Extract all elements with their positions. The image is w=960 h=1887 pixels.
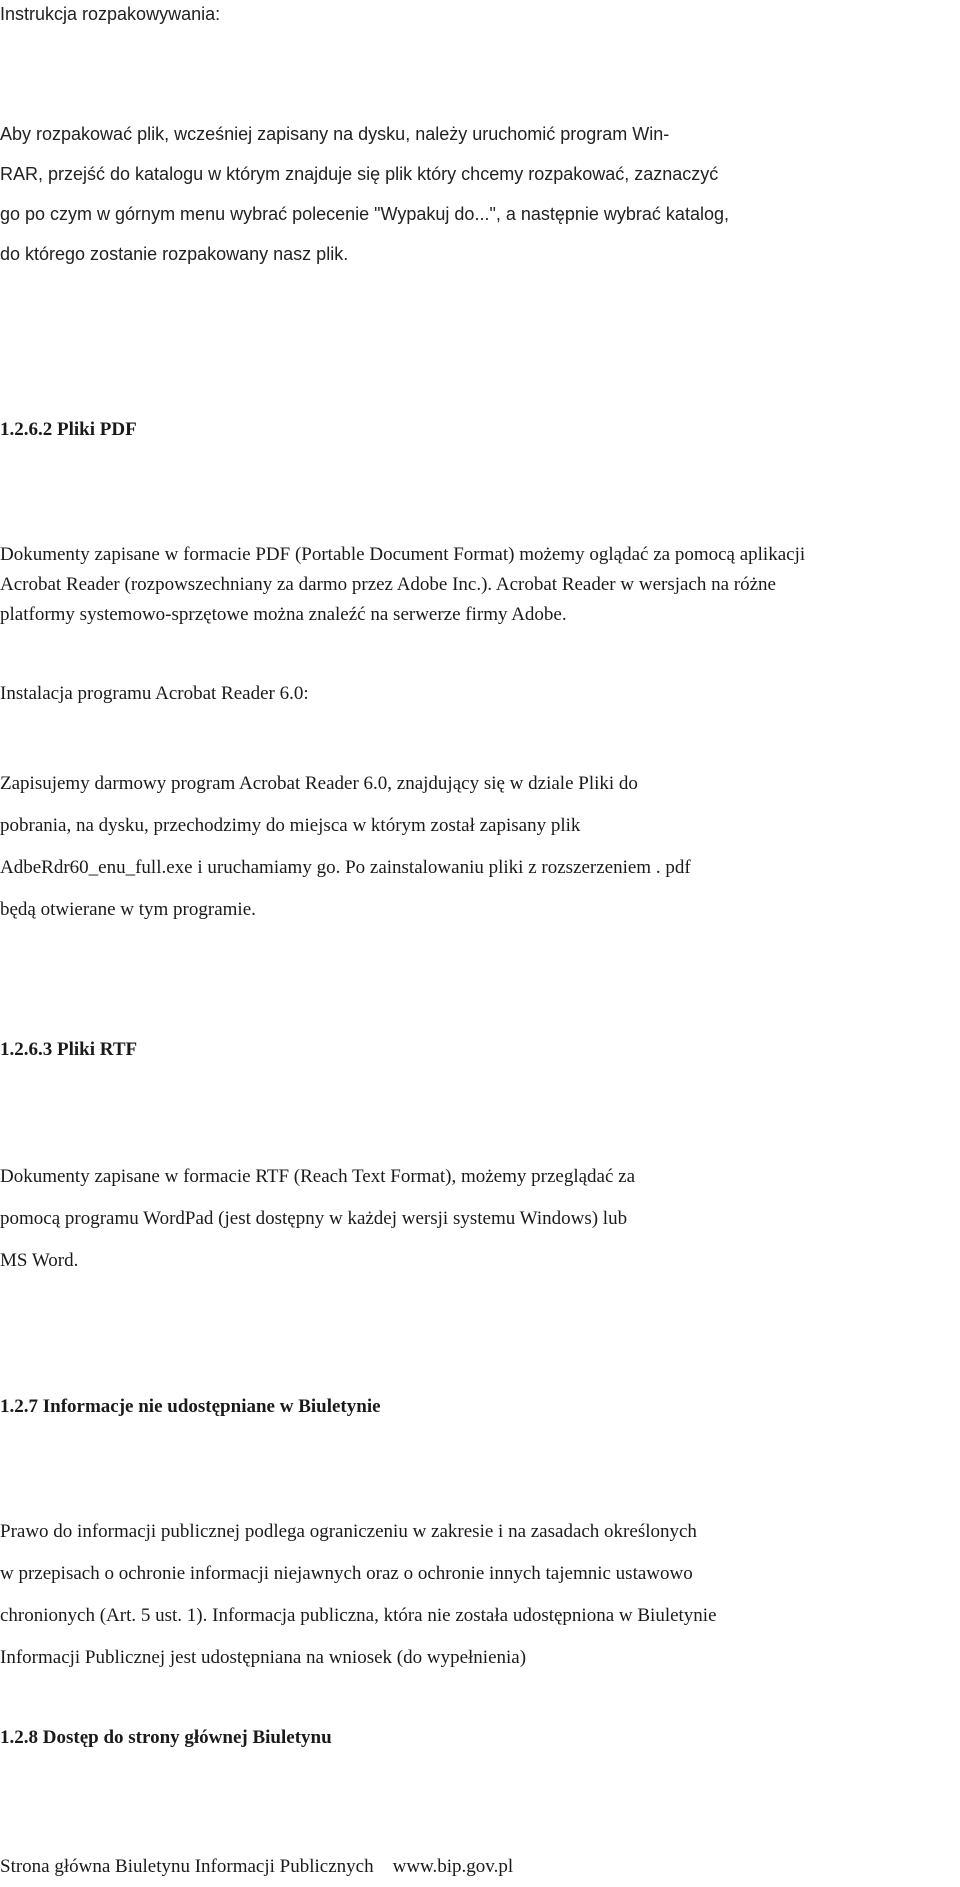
section-heading-rtf: 1.2.6.3 Pliki RTF <box>0 1039 138 1060</box>
footer-line <box>0 1855 513 1879</box>
install-line: będą otwierane w tym programie. <box>0 899 256 920</box>
intro-title: Instrukcja rozpakowywania: <box>0 4 221 24</box>
section-heading-access: 1.2.8 Dostęp do strony głównej Biuletynu <box>0 1727 332 1748</box>
rtf-line: MS Word. <box>0 1250 79 1271</box>
intro-line: Aby rozpakować plik, wcześniej zapisany na dysku, należy uruchomić program Win- <box>0 124 670 144</box>
intro-line: do którego zostanie rozpakowany nasz plik. <box>0 244 349 264</box>
pdf-paragraph-line: Dokumenty zapisane w formacie PDF (Portable Document Format) możemy oglądać za pomocą aplikacji <box>0 544 806 565</box>
rtf-line: Dokumenty zapisane w formacie RTF (Reach Text Format), możemy przeglądać za <box>0 1166 636 1187</box>
section-heading-pdf: 1.2.6.2 Pliki PDF <box>0 419 137 440</box>
info-line: Prawo do informacji publicznej podlega ograniczeniu w zakresie i na zasadach określonych <box>0 1521 697 1542</box>
info-line: Informacji Publicznej jest udostępniana na wniosek (do wypełnienia) <box>0 1647 527 1668</box>
pdf-paragraph-line: Acrobat Reader (rozpowszechniany za darmo przez Adobe Inc.). Acrobat Reader w wersjach na różne <box>0 574 776 595</box>
install-line: Zapisujemy darmowy program Acrobat Reader 6.0, znajdujący się w dziale Pliki do <box>0 773 638 794</box>
info-line: w przepisach o ochronie informacji niejawnych oraz o ochronie innych tajemnic ustawowo <box>0 1563 693 1584</box>
pdf-paragraph-line: platformy systemowo-sprzętowe można znaleźć na serwerze firmy Adobe. <box>0 604 567 625</box>
footer-url-link[interactable]: www.bip.gov.pl <box>392 1856 514 1877</box>
intro-line: RAR, przejść do katalogu w którym znajduje się plik który chcemy rozpakować, zaznaczyć <box>0 164 719 184</box>
section-heading-info: 1.2.7 Informacje nie udostępniane w Biuletynie <box>0 1396 381 1417</box>
install-line: AdbeRdr60_enu_full.exe i uruchamiamy go. Po zainstalowaniu pliki z rozszerzeniem . pdf <box>0 857 691 878</box>
intro-line: go po czym w górnym menu wybrać polecenie "Wypakuj do...", a następnie wybrać katalog, <box>0 204 729 224</box>
rtf-line: pomocą programu WordPad (jest dostępny w każdej wersji systemu Windows) lub <box>0 1208 628 1229</box>
footer-text: Strona główna Biuletynu Informacji Publicznych <box>0 1856 374 1877</box>
install-title: Instalacja programu Acrobat Reader 6.0: <box>0 683 309 704</box>
install-line: pobrania, na dysku, przechodzimy do miejsca w którym został zapisany plik <box>0 815 581 836</box>
info-line: chronionych (Art. 5 ust. 1). Informacja publiczna, która nie została udostępniona w Biuletynie <box>0 1605 717 1626</box>
